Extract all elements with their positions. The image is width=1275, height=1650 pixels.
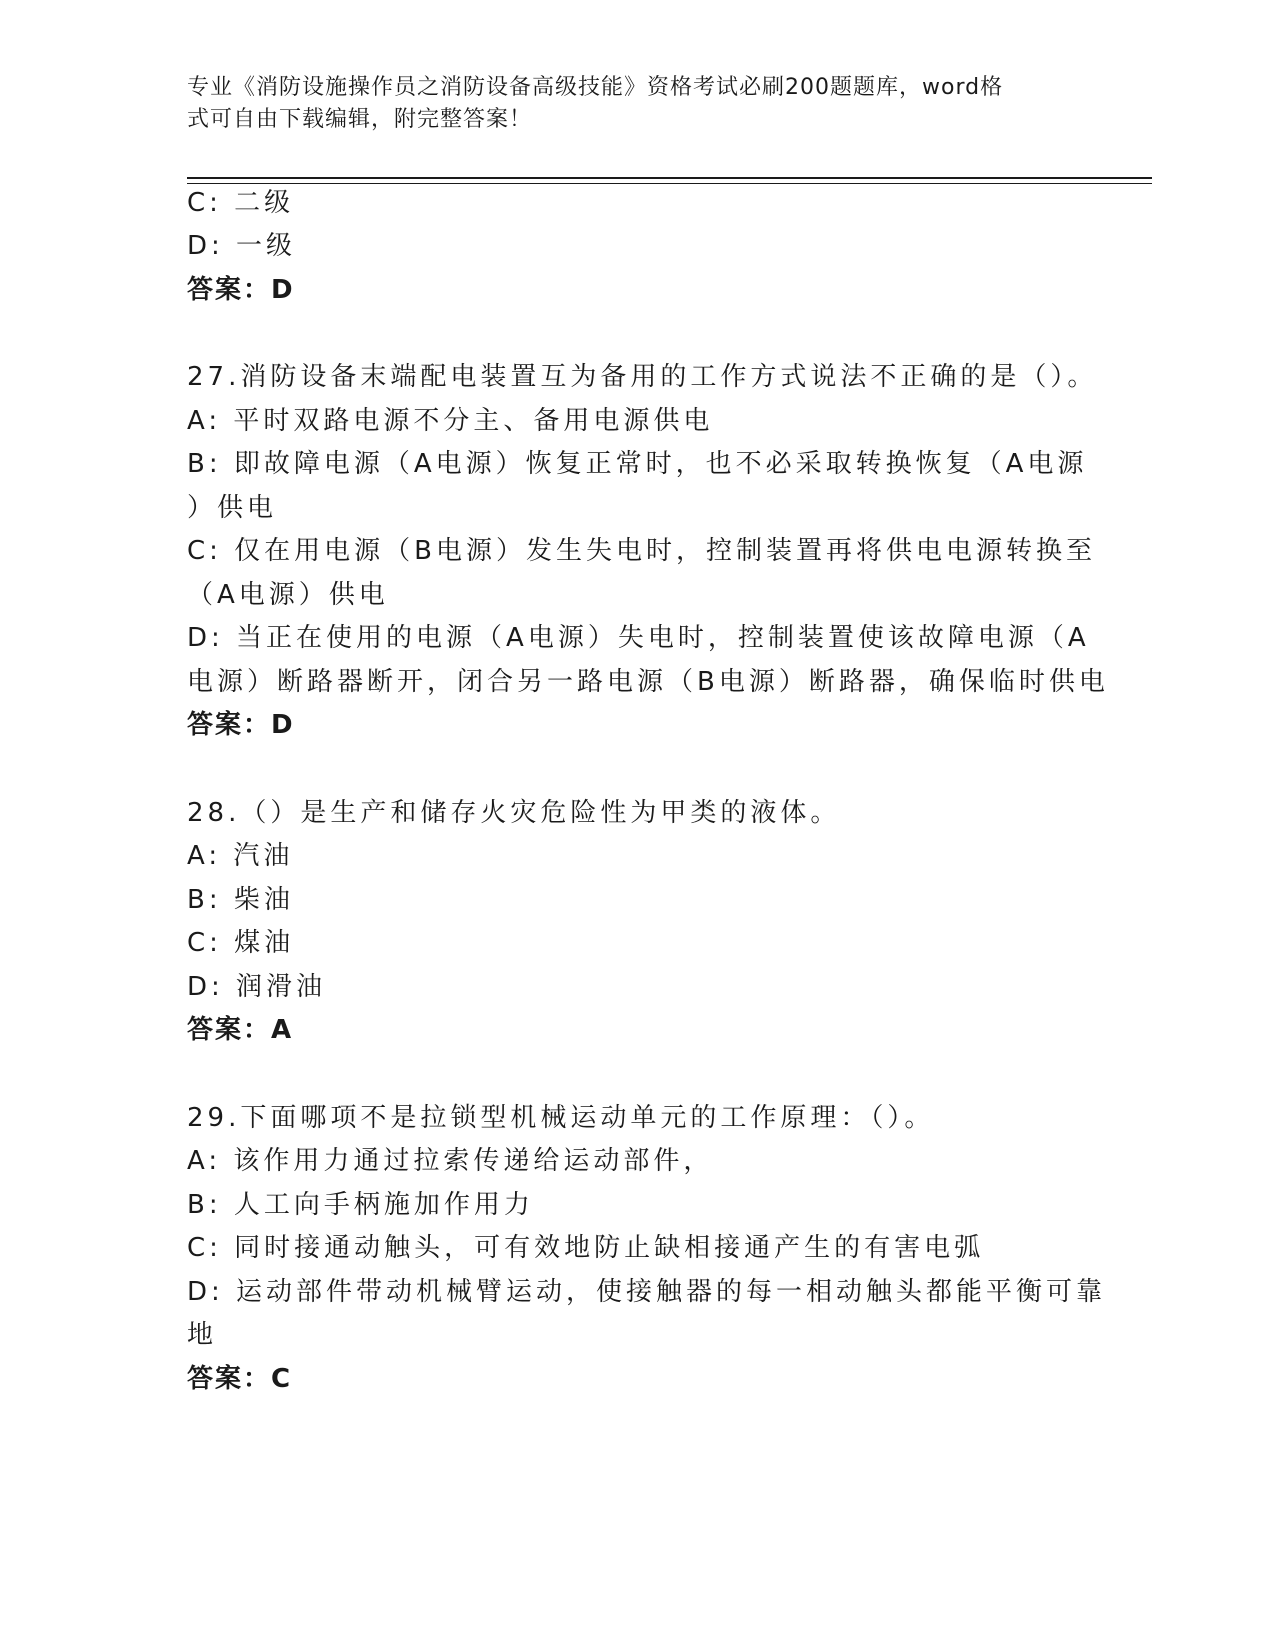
q29-option-d-line2: 地 — [187, 1320, 218, 1350]
q27-option-a: A: 平时双路电源不分主、备用电源供电 — [187, 406, 714, 436]
q27-option-b-line2: ）供电 — [187, 493, 278, 523]
q28-option-d: D: 润滑油 — [187, 972, 327, 1002]
prev-option-c: C: 二级 — [187, 188, 295, 218]
q29-stem: 29.下面哪项不是拉锁型机械运动单元的工作原理：（）。 — [187, 1103, 935, 1133]
q27-option-d-line2: 电源）断路器断开，闭合另一路电源（B电源）断路器，确保临时供电 — [187, 667, 1109, 697]
q27-option-d-line1: D: 当正在使用的电源（A电源）失电时，控制装置使该故障电源（A — [187, 623, 1090, 653]
q29-option-d-line1: D: 运动部件带动机械臂运动，使接触器的每一相动触头都能平衡可靠 — [187, 1277, 1107, 1307]
prev-answer: 答案：D — [187, 275, 295, 305]
document-header — [187, 72, 1087, 136]
header-divider-thick — [187, 177, 1152, 179]
q29-option-b: B: 人工向手柄施加作用力 — [187, 1190, 534, 1220]
q28-answer: 答案：A — [187, 1015, 294, 1045]
q29-answer: 答案：C — [187, 1364, 293, 1394]
prev-option-d: D: 一级 — [187, 231, 297, 261]
q27-option-c-line1: C: 仅在用电源（B电源）发生失电时，控制装置再将供电电源转换至 — [187, 536, 1097, 566]
q28-option-a: A: 汽油 — [187, 841, 294, 871]
q27-option-c-line2: （A电源）供电 — [187, 580, 389, 610]
header-divider-thin — [187, 183, 1152, 184]
q29-option-a: A: 该作用力通过拉索传递给运动部件， — [187, 1146, 714, 1176]
q28-option-b: B: 柴油 — [187, 885, 294, 915]
header-line-1: 专业《消防设施操作员之消防设备高级技能》资格考试必刷200题题库，word格 — [187, 75, 1004, 100]
q27-answer: 答案：D — [187, 710, 295, 740]
header-line-2: 式可自由下载编辑，附完整答案！ — [187, 107, 533, 132]
q29-option-c: C: 同时接通动触头，可有效地防止缺相接通产生的有害电弧 — [187, 1233, 985, 1263]
q28-stem: 28.（）是生产和储存火灾危险性为甲类的液体。 — [187, 798, 841, 828]
q27-option-b-line1: B: 即故障电源（A电源）恢复正常时，也不必采取转换恢复（A电源 — [187, 449, 1088, 479]
q28-option-c: C: 煤油 — [187, 928, 295, 958]
q27-stem: 27.消防设备末端配电装置互为备用的工作方式说法不正确的是（）。 — [187, 362, 1098, 392]
